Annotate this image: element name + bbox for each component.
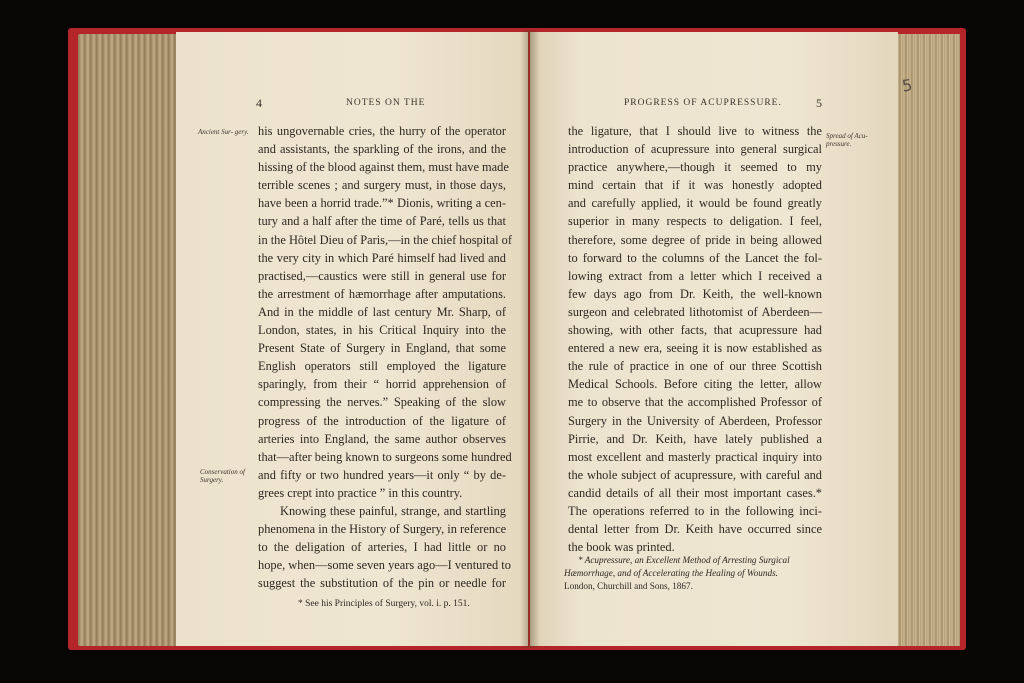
text-line: English operators still employed the ligature [258, 359, 506, 374]
text-line: Knowing these painful, strange, and startling [280, 503, 506, 518]
text-line: the arrestment of hæmorrhage after amputations. [258, 286, 506, 301]
text-line: compressing the nerves.” Speaking of the slow [258, 395, 506, 410]
footnote-line: London, Churchill and Sons, 1867. [564, 581, 693, 591]
text-line: introduction of acupressure into general surgical [568, 142, 822, 157]
text-line: tury and a half after the time of Paré, tells us that [258, 214, 506, 229]
pencil-mark: 5 [900, 75, 914, 96]
left-page-edges [78, 34, 182, 646]
text-line: arteries into England, the same author observes [258, 431, 506, 446]
text-line: phenomena in the History of Surgery, in reference [258, 522, 507, 537]
right-page-edges [896, 34, 960, 646]
footnote-line: * Acupressure, an Excellent Method of Arresting Surgical [578, 555, 790, 565]
sidenote-ancient-surgery: Ancient Sur- gery. [198, 128, 249, 136]
right-page-number: 5 [816, 96, 822, 110]
text-line: Surgery in the University of Aberdeen, Professor [568, 413, 822, 428]
right-running-head: PROGRESS OF ACUPRESSURE. [624, 98, 782, 108]
sidenote-conservation-of-surgery: Conservation of Surgery. [200, 468, 245, 484]
text-line: suggest the substitution of the pin or needle for [258, 576, 506, 591]
text-line: The operations referred to in the following inci- [568, 503, 822, 518]
text-line: few days ago from Dr. Keith, the well-known [568, 286, 822, 301]
text-line: terrible scenes ; and surgery must, in those days, [258, 178, 506, 193]
text-line: the book was printed. [568, 540, 675, 555]
text-line: mind certain that if it was honestly adopted [568, 178, 822, 193]
right-page-body [568, 122, 822, 556]
book-gutter-shadow [520, 30, 540, 648]
text-line: sparingly, from their “ horrid apprehension of [258, 377, 506, 392]
text-line: to the deligation of arteries, I had little or no [258, 540, 506, 555]
footnote-line: Hæmorrhage, and of Accelerating the Healing of Wounds. [564, 568, 778, 578]
text-line: me to observe that the accomplished Professor of [568, 395, 822, 410]
text-line: and fifty or two hundred years—it only “ by de- [258, 467, 506, 482]
text-line: And in the middle of last century Mr. Sharp, of [258, 304, 506, 319]
text-line: lowing extract from a letter which I received a [568, 268, 822, 283]
text-line: hope, when—some seven years ago—I ventured to [258, 558, 511, 573]
text-line: grees crept into practice ” in this country. [258, 485, 463, 500]
left-page-number: 4 [256, 96, 262, 110]
text-line: in the Hôtel Dieu of Paris,—in the chief hospital of [258, 232, 512, 247]
text-line: progress of the introduction of the ligature of [258, 413, 506, 428]
left-footnote [298, 598, 470, 611]
text-line: to forward to the columns of the Lancet the fol- [568, 250, 822, 265]
text-line: and assistants, the sparkling of the irons, and the [258, 142, 506, 157]
text-line: therefore, some degree of pride in being allowed [568, 232, 822, 247]
text-line: Medical Schools. Before citing the letter, allow [568, 377, 822, 392]
text-line: most excellent and masterly practical inquiry into [568, 449, 822, 464]
text-line: the very city in which Paré himself had lived and [258, 250, 506, 265]
text-line: the ligature, that I should live to witness the [568, 124, 822, 138]
text-line: and carefully applied, it would be found greatly [568, 196, 822, 211]
text-line: London, states, in his Critical Inquiry into the [258, 323, 506, 338]
text-line: practice anywhere,—though it seemed to my [568, 160, 822, 175]
text-line: the rule of practice in one of our three Scottish [568, 359, 822, 374]
right-page [530, 32, 914, 646]
text-line: his ungovernable cries, the hurry of the operator [258, 124, 506, 138]
text-line: superior in many respects to deligation. I feel, [568, 214, 822, 229]
text-line: practised,—caustics were still in general use for [258, 268, 506, 283]
text-line: candid details of all their most important cases.* [568, 485, 822, 500]
text-line: the whole subject of acupressure, with careful and [568, 467, 822, 482]
right-footnote [564, 554, 790, 593]
left-page [176, 32, 528, 646]
text-line: have been a horrid trade.”* Dionis, writing a cen- [258, 196, 506, 211]
left-running-head: NOTES ON THE [346, 98, 426, 108]
text-line: hissing of the blood against them, must have made [258, 160, 509, 175]
text-line: surgeon and celebrated lithotomist of Aberdeen— [568, 304, 822, 319]
text-line: Pirrie, and Dr. Keith, have lately published a [568, 431, 822, 446]
text-line: showing, with other facts, that acupressure had [568, 323, 822, 338]
text-line: dental letter from Dr. Keith have occurred since [568, 522, 822, 537]
sidenote-spread-of-acupressure: Spread of Acu- pressure. [826, 132, 868, 148]
left-page-body [258, 122, 512, 592]
footnote-line: * See his Principles of Surgery, vol. i. p. 151. [298, 599, 470, 609]
text-line: that—after being known to surgeons some hundred [258, 449, 512, 464]
text-line: Present State of Surgery in England, that some [258, 341, 506, 356]
text-line: entered a new era, seeing it is now established as [568, 341, 822, 356]
